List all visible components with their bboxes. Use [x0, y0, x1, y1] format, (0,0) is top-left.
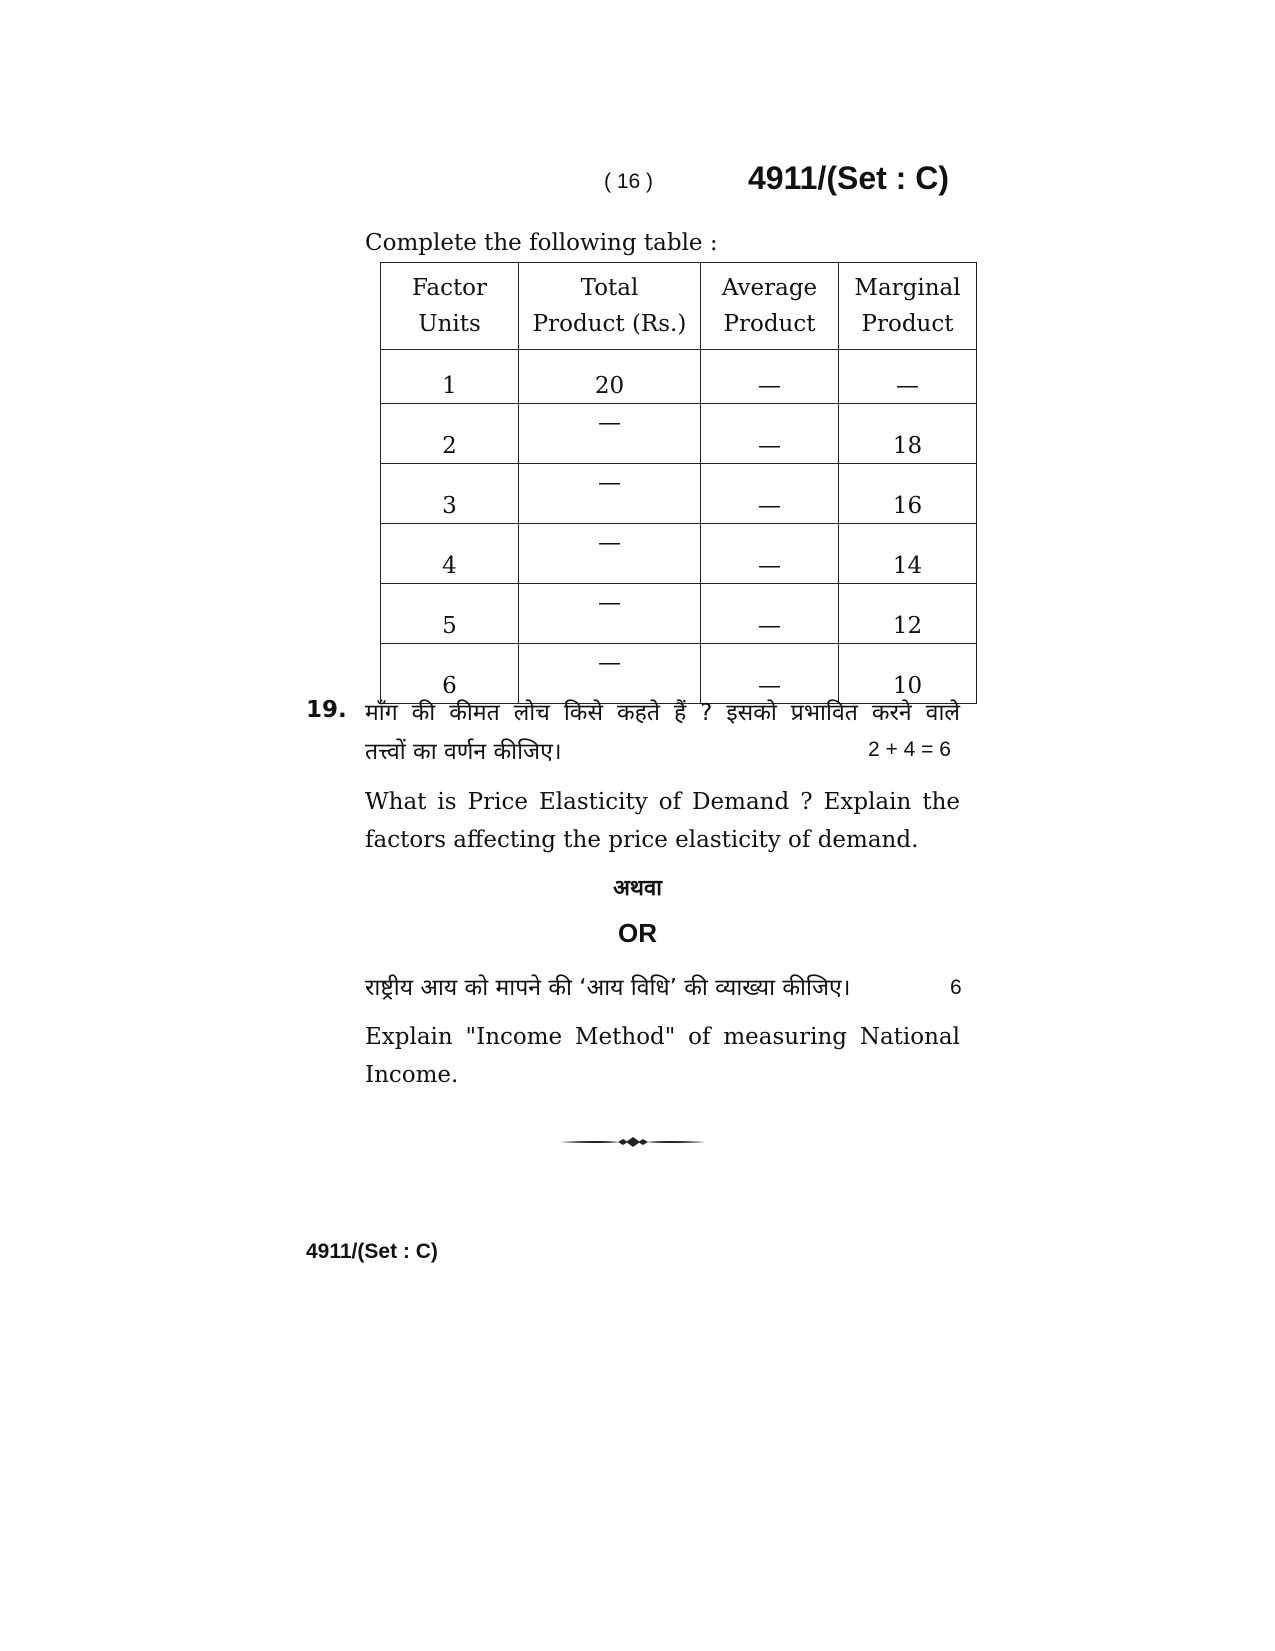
cell-total-product: — [519, 464, 701, 524]
cell-total-product: — [519, 404, 701, 464]
table-row [381, 404, 977, 464]
cell-factor-units: 6 [381, 644, 519, 704]
question-hindi-line2: तत्त्वों का वर्णन कीजिए। [365, 739, 562, 765]
cell-marginal-product: 10 [839, 644, 977, 704]
header-line: Average [721, 275, 818, 301]
cell-total-product: 20 [519, 350, 701, 404]
cell-total-product: — [519, 524, 701, 584]
cell-average-product: — [701, 644, 839, 704]
question-english-text: What is Price Elasticity of Demand ? Explain the factors affecting the price elasticity of demand. [365, 789, 960, 853]
question-hindi-line1: माँग की कीमत लोच किसे कहते हैं ? इसको प्रभावित करने वाले [365, 700, 960, 726]
table-row [381, 464, 977, 524]
cell-marginal-product: — [839, 350, 977, 404]
header-line: Product (Rs.) [532, 311, 687, 337]
question-number: 19. [306, 697, 347, 723]
cell-total-product: — [519, 584, 701, 644]
page-number: ( 16 ) [604, 170, 654, 193]
cell-factor-units: 2 [381, 404, 519, 464]
or-english-label: OR [618, 918, 657, 948]
cell-marginal-product: 16 [839, 464, 977, 524]
question-marks: 2 + 4 = 6 [868, 738, 951, 761]
set-code-header: 4911/(Set : C) [748, 160, 949, 196]
header-factor-units [381, 263, 519, 350]
alternative-question-english: Explain "Income Method" of measuring National Income. [365, 1024, 960, 1088]
cell-average-product: — [701, 524, 839, 584]
cell-average-product: — [701, 464, 839, 524]
table-row [381, 350, 977, 404]
cell-total-product: — [519, 644, 701, 704]
header-line: Factor [411, 275, 488, 301]
cell-average-product: — [701, 350, 839, 404]
header-line: Total [580, 275, 639, 301]
cell-average-product: — [701, 584, 839, 644]
cell-marginal-product: 18 [839, 404, 977, 464]
table-header-row [381, 263, 977, 350]
header-marginal-product [839, 263, 977, 350]
cell-factor-units: 3 [381, 464, 519, 524]
alternative-question-hindi: राष्ट्रीय आय को मापने की ‘आय विधि’ की व्याख्या कीजिए। [365, 975, 851, 1001]
header-line: Units [418, 311, 481, 337]
table-instruction: Complete the following table : [365, 230, 718, 256]
cell-average-product: — [701, 404, 839, 464]
cell-marginal-product: 12 [839, 584, 977, 644]
cell-factor-units: 5 [381, 584, 519, 644]
cell-marginal-product: 14 [839, 524, 977, 584]
header-line: Product [861, 311, 954, 337]
header-average-product [701, 263, 839, 350]
alternative-question-marks: 6 [950, 976, 962, 999]
production-table [380, 262, 977, 704]
header-total-product [519, 263, 701, 350]
cell-factor-units: 1 [381, 350, 519, 404]
set-code-footer: 4911/(Set : C) [306, 1240, 438, 1263]
header-line: Marginal [854, 275, 961, 301]
header-line: Product [723, 311, 816, 337]
or-hindi-label: अथवा [613, 876, 662, 901]
table-row [381, 524, 977, 584]
end-ornament-icon [560, 1136, 706, 1148]
cell-factor-units: 4 [381, 524, 519, 584]
table-row [381, 584, 977, 644]
